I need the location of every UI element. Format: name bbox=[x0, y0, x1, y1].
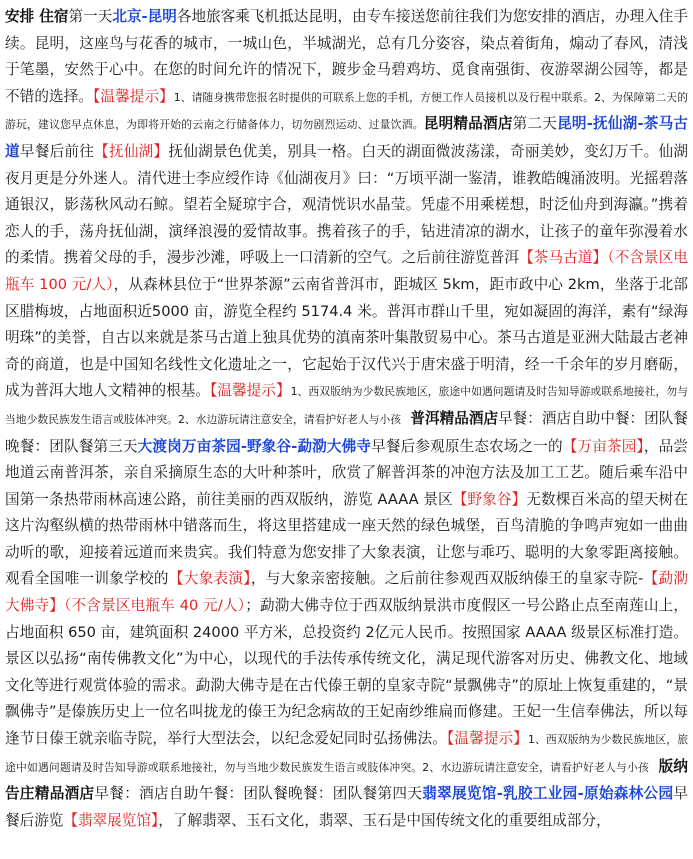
day3-spot2: 【野象谷】 bbox=[452, 490, 527, 508]
day2-fee: （不含景区电瓶车 100 元/人） bbox=[5, 249, 688, 293]
day1-hotel: 昆明精品酒店 bbox=[423, 115, 513, 133]
day3-text4: ，与大象亲密接触。之后前往参观西双版纳傣王的皇家寺院- bbox=[250, 570, 644, 588]
day4-route: 翡翠展览馆-乳胶工业园-原始森林公园 bbox=[422, 785, 674, 803]
day2-text1: 早餐后前往 bbox=[19, 142, 95, 160]
day2-tip-label: 【温馨提示】 bbox=[210, 382, 291, 400]
day3-intro: 第三天 bbox=[93, 437, 138, 455]
day2-meals: 早餐：酒店自助中餐：团队餐晚餐：团队餐 bbox=[5, 409, 688, 455]
day2-hotel: 普洱精品酒店 bbox=[410, 409, 499, 427]
day1-label: 安排 住宿 bbox=[5, 8, 69, 25]
day3-text5: ；勐泐大佛寺位于西双版纳景洪市度假区一号公路止点至南莲山上，占地面积 650 亩，建筑面积 24000 平方米，总投资约 2亿元人民币。按照国家 AAAA 级景区标准打造。景区以弘扬“南传佛教文化”为中心，以现代的手法传承传统文化，满足现代游客对历史、佛教文化、地域文化等进行观赏体验的需求。勐泐大佛寺是在古代傣王朝的皇家寺院“景飘佛寺”的原址上恢复重建的，“景飘佛寺”是傣族历史上一位名叫拢龙的傣王为纪念病故的王妃南纱维扁而修建。王妃一生信奉佛法，所以每逢节日傣王就亲临寺院，举行大型法会，以纪念爱妃同时弘扬佛法。 bbox=[5, 597, 688, 748]
day1-route: 北京-昆明 bbox=[112, 8, 177, 25]
day3-fee: （不含景区电瓶车 40 元/人） bbox=[64, 597, 246, 615]
day1-tip-text: 1、请随身携带您报名时提供的可联系上您的手机，方便工作人员接机以及行程中联系。2、为保障第二天的游玩，建议您早点休息，为即将开始的云南之行储备体力，切勿剧烈运动、过量饮酒。 bbox=[5, 90, 688, 132]
day3-spot1: 【万亩茶园】 bbox=[562, 437, 644, 455]
day3-spot3: 【大象表演】 bbox=[168, 570, 251, 588]
day3-meals: 早餐：酒店自助午餐：团队餐晚餐：团队餐 bbox=[94, 785, 378, 803]
day3-text2: ，品尝地道云南普洱茶，亲自采摘原生态的大叶种茶叶，欣赏了解普洱茶的冲泡方法及加工工艺。随后乘车沿中国第一条热带雨林高速公路，前往美丽的西双版纳，游览 AAAA 景区 bbox=[5, 437, 688, 508]
day1-tip-label: 【温馨提示】 bbox=[93, 87, 174, 105]
day4-text2: ，了解翡翠、玉石文化，翡翠、玉石是中国传统文化的重要组成部分， bbox=[158, 811, 611, 829]
day2-spot1: 【抚仙湖】 bbox=[94, 142, 169, 160]
day3-hotel: 版纳告庄精品酒店 bbox=[5, 757, 688, 803]
day3-text3: 无数棵百米高的望天树在这片沟壑纵横的热带雨林中错落而生，将这里搭建成一座天然的绿色城堡，百鸟清脆的争鸣声宛如一曲曲动听的歌，迎接着远道而来贵宾。我们特意为您安排了大象表演，让您与乖巧、聪明的大象零距离接触。观看全国唯一训象学校的 bbox=[5, 490, 688, 588]
day1-text: 各地旅客乘飞机抵达昆明，由专车接送您前往我们为您安排的酒店，办理入住手续。昆明，这座鸟与花香的城市，一城山色，半城湖光，总有几分姿容，染点着街角，煽动了春风，清浅于笔墨，安然于心中。在您的时间允许的情况下，踱步金马碧鸡坊、觅食南强街、夜游翠湖公园等，都是不错的选择。 bbox=[5, 8, 688, 105]
day1-intro: 第一天 bbox=[68, 8, 113, 25]
day3-route: 大渡岗万亩茶园-野象谷-勐泐大佛寺 bbox=[137, 437, 372, 455]
day3-tip-label: 【温馨提示】 bbox=[446, 730, 529, 748]
day4-spot1: 【翡翠展览馆】 bbox=[63, 811, 159, 829]
day3-tip-text: 1、西双版纳为少数民族地区，旅途中如遇问题请及时告知导游或联系地接社，勿与当地少数民族发生语言或肢体冲突。2、水边游玩请注意安全，请看护好老人与小孩 bbox=[5, 733, 688, 774]
day4-text1: 早餐后游览 bbox=[5, 785, 688, 829]
day3-spot4: 【勐泐大佛寺】 bbox=[5, 570, 688, 615]
day2-tip-text: 1、西双版纳为少数民族地区，旅途中如遇问题请及时告知导游或联系地接社，勿与当地少数民族发生语言或肢体冲突。2、水边游玩请注意安全，请看护好老人与小孩 bbox=[5, 385, 688, 426]
day2-spot2: 【茶马古道】 bbox=[519, 249, 608, 267]
day2-route: 昆明-抚仙湖-茶马古道 bbox=[5, 115, 688, 160]
day4-intro: 第四天 bbox=[377, 785, 423, 803]
day2-text3: ，从森林县位于“世界茶源”云南省普洱市，距城区 5km，距市政中心 2km，坐落于北部区腊梅坡，占地面积近5000 亩，游览全程约 5174.4 米。普洱市群山千里，宛如凝固的海洋，素有“绿海明珠”的美誉，自古以来就是茶马古道上独具优势的滇南茶叶集散贸易中心。茶马古道是亚洲大陆最古老神奇的商道，也是中国知名线性文化遗址之一，它起始于汉代兴于唐宋盛于明清，经一千余年的岁月磨砺，成为普洱大地人文精神的根基。 bbox=[5, 275, 688, 400]
day2-intro: 第二天 bbox=[512, 115, 558, 133]
day3-text1: 早餐后参观原生态农场之一的 bbox=[371, 437, 563, 455]
day2-text2: 抚仙湖景色优美，别具一格。白天的湖面微波荡漾，奇丽美妙，变幻万千。仙湖夜月更是分外迷人。清代进士李应绶作诗《仙湖夜月》曰：“万顷平湖一鉴清，谁教皓魄涌波明。光摇碧落通银汉，影荡秋风动石鲸。望若全疑琼宇合，观清恍识水晶莹。凭虚不用乘槎想，时泛仙舟到海瀛。”携着恋人的手，荡舟抚仙湖，演绎浪漫的爱情故事。携着孩子的手，钻进清凉的湖水，让孩子的童年弥漫着水的柔情。携着父母的手，漫步沙滩，呼吸上一口清新的空气。之后前往游览普洱 bbox=[5, 142, 688, 267]
